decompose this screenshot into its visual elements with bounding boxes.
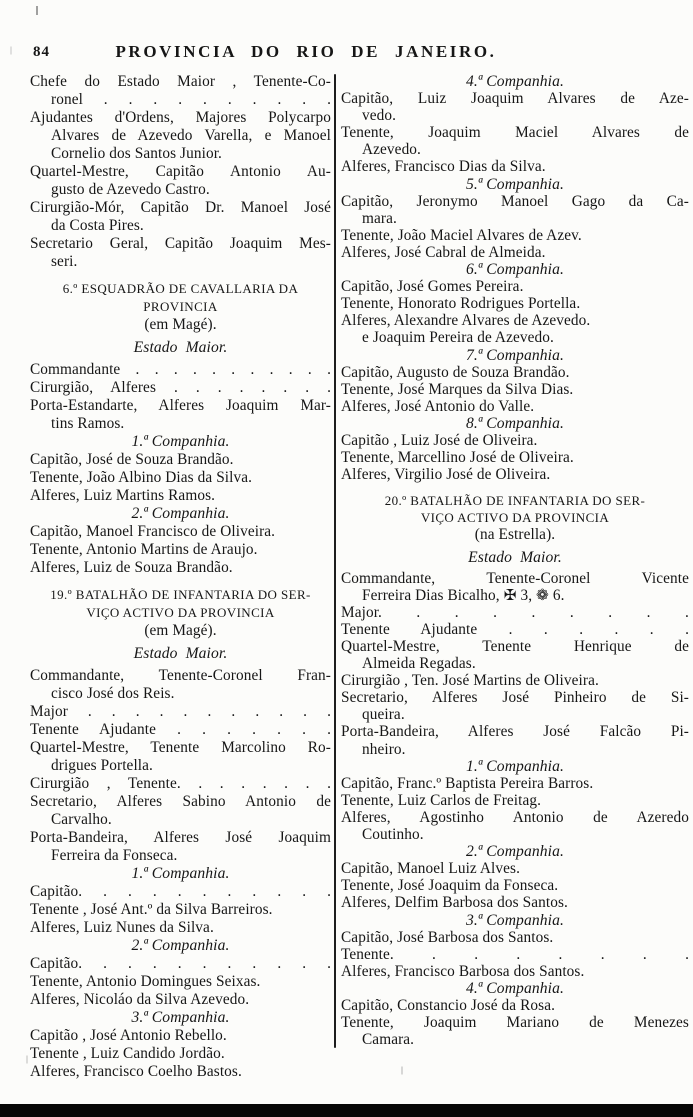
entry-continuation-line: nheiro. <box>362 740 406 758</box>
entry-continuation-line: seri. <box>51 253 78 270</box>
company-heading-line: 3.ª Companhia. <box>131 1009 230 1026</box>
entry-line: Tenente, Honorato Rodrigues Portella. <box>341 295 581 313</box>
entry-line: Tenente, Joaquim Maciel Alvares de <box>341 124 689 142</box>
entry-continuation-line: da Costa Pires. <box>51 217 144 234</box>
entry-line: Major. . . . . . . . . <box>341 603 689 621</box>
section-heading-line: 6.º ESQUADRÃO DE CAVALLARIA DA <box>62 281 299 296</box>
entry-line: Alferes, Luiz Nunes da Silva. <box>30 919 214 936</box>
entry-continuation-line: ronel . . . . . . . . . . <box>51 91 331 108</box>
staff-heading-line: Estado Maior. <box>468 548 562 566</box>
entry-line: Tenente, João Albino Dias da Silva. <box>30 469 253 486</box>
section-location-line: (em Magé). <box>144 622 217 639</box>
scan-edge-bar <box>0 1104 693 1117</box>
entry-line: Capitão, Manoel Francisco de Oliveira. <box>30 523 276 540</box>
entry-line: Ajudantes d'Ordens, Majores Polycarpo <box>30 109 331 126</box>
entry-line: Tenente, Antonio Domingues Seixas. <box>30 973 261 990</box>
entry-continuation-line: Cornelio dos Santos Junior. <box>51 145 222 162</box>
entry-continuation-line: queira. <box>362 706 405 724</box>
entry-line: Quartel-Mestre, Tenente Henrique de <box>341 638 689 655</box>
entry-line: Commandante, Tenente-Coronel Fran- <box>30 667 331 684</box>
entry-line: Capitão, Franc.º Baptista Pereira Barros. <box>341 774 594 792</box>
running-title: PROVINCIA DO RIO DE JANEIRO. <box>115 42 497 61</box>
entry-line: Alferes, Francisco Barbosa dos Santos. <box>341 962 585 980</box>
entry-line: Tenente , Luiz Candido Jordão. <box>30 1045 225 1062</box>
entry-continuation-line: gusto de Azevedo Castro. <box>51 181 210 198</box>
entry-line: Cirurgião , Ten. José Martins de Oliveira. <box>341 672 599 690</box>
entry-line: Tenente Ajudante . . . . . . <box>341 620 689 638</box>
staff-heading-line: Estado Maior. <box>133 645 228 662</box>
entry-line: Alferes, Luiz Martins Ramos. <box>30 487 216 504</box>
entry-line: Major . . . . . . . . . . . <box>30 703 331 720</box>
entry-line: Secretario, Alferes José Pinheiro de Si- <box>341 689 689 707</box>
company-heading-line: 6.ª Companhia. <box>466 261 564 279</box>
company-heading-line: 1.ª Companhia. <box>466 757 564 775</box>
entry-line: Tenente. . . . . . . . <box>341 945 689 963</box>
section-location-line: (na Estrella). <box>474 526 556 544</box>
entry-line: Alferes, José Antonio do Valle. <box>341 397 535 415</box>
entry-line: Porta-Bandeira, Alferes José Falcão Pi- <box>341 723 689 741</box>
entry-line: Capitão, Jeronymo Manoel Gago da Ca- <box>341 192 689 210</box>
company-heading-line: 8.ª Companhia. <box>466 414 564 432</box>
entry-line: Commandante, Tenente-Coronel Vicente <box>341 569 689 587</box>
entry-continuation-line: Coutinho. <box>362 826 424 844</box>
company-heading-line: 3.ª Companhia. <box>466 911 564 929</box>
entry-line: Secretario, Alferes Sabino Antonio de <box>30 793 331 810</box>
entry-line: Chefe do Estado Maior , Tenente-Co- <box>30 73 331 90</box>
entry-continuation-line: mara. <box>362 209 397 227</box>
entry-continuation-line: drigues Portella. <box>51 757 153 774</box>
entry-line: Tenente, Antonio Martins de Araujo. <box>30 541 258 558</box>
entry-line: Alferes, José Cabral de Almeida. <box>341 243 546 261</box>
entry-line: Cirurgião , Tenente. . . . . . . . <box>30 775 331 792</box>
entry-line: Alferes, Agostinho Antonio de Azeredo <box>341 808 689 826</box>
company-heading-line: 4.ª Companhia. <box>466 73 564 90</box>
company-heading-line: 1.ª Companhia. <box>131 433 230 450</box>
page-header <box>0 42 693 64</box>
staff-heading-line: Estado Maior. <box>133 339 228 356</box>
entry-line: Capitão. . . . . . . . . . . <box>30 883 331 900</box>
entry-line: Quartel-Mestre, Tenente Marcolino Ro- <box>30 739 331 756</box>
company-heading-line: 2.ª Companhia. <box>466 843 564 861</box>
section-heading-line: VIÇO ACTIVO DA PROVINCIA <box>86 605 275 620</box>
right-column <box>341 73 689 1048</box>
entry-line: Alferes, Nicoláo da Silva Azevedo. <box>30 991 250 1008</box>
entry-line: Alferes, Francisco Coelho Bastos. <box>30 1063 242 1080</box>
entry-continuation-line: Almeida Regadas. <box>362 655 476 673</box>
entry-line: Secretario Geral, Capitão Joaquim Mes- <box>30 235 331 252</box>
entry-line: Capitão, Manoel Luiz Alves. <box>341 860 521 878</box>
entry-line: Capitão, José de Souza Brandão. <box>30 451 234 468</box>
entry-line: Capitão, Luiz Joaquim Alvares de Aze- <box>341 90 689 108</box>
entry-continuation-line: Carvalho. <box>51 811 112 828</box>
entry-line: Alferes, Alexandre Alvares de Azevedo. <box>341 312 591 330</box>
entry-continuation-line: Ferreira da Fonseca. <box>51 847 178 864</box>
left-column <box>30 73 331 1081</box>
entry-continuation-line: Azevedo. <box>362 141 421 159</box>
entry-line: Commandante . . . . . . . . . . . <box>30 361 331 378</box>
entry-line: Cirurgião-Mór, Capitão Dr. Manoel José <box>30 199 331 216</box>
company-heading-line: 5.ª Companhia. <box>466 175 564 193</box>
entry-continuation-line: Alvares de Azevedo Varella, e Manoel <box>51 127 331 144</box>
entry-line: Tenente, José Joaquim da Fonseca. <box>341 877 559 895</box>
entry-line: Alferes, Delfim Barbosa dos Santos. <box>341 894 568 912</box>
entry-line: Tenente, João Maciel Alvares de Azev. <box>341 226 582 244</box>
entry-continuation-line: Ferreira Dias Bicalho, ✠ 3, ❁ 6. <box>362 586 565 604</box>
entry-continuation-line: Camara. <box>362 1031 415 1049</box>
company-heading-line: 1.ª Companhia. <box>131 865 230 882</box>
entry-continuation-line: cisco José dos Reis. <box>51 685 175 702</box>
entry-line: Tenente, Marcellino José de Oliveira. <box>341 449 574 467</box>
section-heading-line: PROVINCIA <box>143 299 218 314</box>
entry-line: Capitão, Constancio José da Rosa. <box>341 996 556 1014</box>
entry-line: Quartel-Mestre, Capitão Antonio Au- <box>30 163 331 180</box>
entry-continuation-line: tins Ramos. <box>51 415 125 432</box>
entry-line: Capitão. . . . . . . . . . . <box>30 955 331 972</box>
entry-line: Capitão , José Antonio Rebello. <box>30 1027 227 1044</box>
company-heading-line: 7.ª Companhia. <box>466 346 564 364</box>
entry-line: Porta-Bandeira, Alferes José Joaquim <box>30 829 331 846</box>
entry-line: Capitão, José Barbosa dos Santos. <box>341 928 554 946</box>
entry-line: Cirurgião, Alferes . . . . . . . . <box>30 379 331 396</box>
entry-line: Alferes, Virgilio José de Oliveira. <box>341 466 551 484</box>
entry-continuation-line: vedo. <box>362 107 397 125</box>
section-location-line: (em Magé). <box>144 316 217 333</box>
entry-line: Tenente , José Ant.º da Silva Barreiros. <box>30 901 273 918</box>
entry-line: Capitão, José Gomes Pereira. <box>341 278 524 296</box>
entry-line: Alferes, Luiz de Souza Brandão. <box>30 559 233 576</box>
entry-line: Tenente Ajudante . . . . . . . <box>30 721 331 738</box>
page-number: 84 <box>33 44 50 60</box>
column-divider-rule <box>334 74 336 1048</box>
entry-line: Tenente, Luiz Carlos de Freitag. <box>341 791 542 809</box>
entry-line: Tenente, Joaquim Mariano de Menezes <box>341 1014 689 1032</box>
section-heading-line: VIÇO ACTIVO DA PROVINCIA <box>420 510 610 526</box>
section-heading-line: 20.º BATALHÃO DE INFANTARIA DO SER- <box>384 493 646 509</box>
company-heading-line: 2.ª Companhia. <box>131 505 230 522</box>
section-heading-line: 19.º BATALHÃO DE INFANTARIA DO SER- <box>50 587 311 602</box>
entry-line: Porta-Estandarte, Alferes Joaquim Mar- <box>30 397 331 414</box>
entry-line: Alferes, Francisco Dias da Silva. <box>341 158 546 176</box>
company-heading-line: 4.ª Companhia. <box>466 979 564 997</box>
company-heading-line: 2.ª Companhia. <box>131 937 230 954</box>
entry-line: Capitão, Augusto de Souza Brandão. <box>341 363 570 381</box>
entry-line: Tenente, José Marques da Silva Dias. <box>341 380 574 398</box>
entry-continuation-line: e Joaquim Pereira de Azevedo. <box>362 329 554 347</box>
entry-line: Capitão , Luiz José de Oliveira. <box>341 431 538 449</box>
